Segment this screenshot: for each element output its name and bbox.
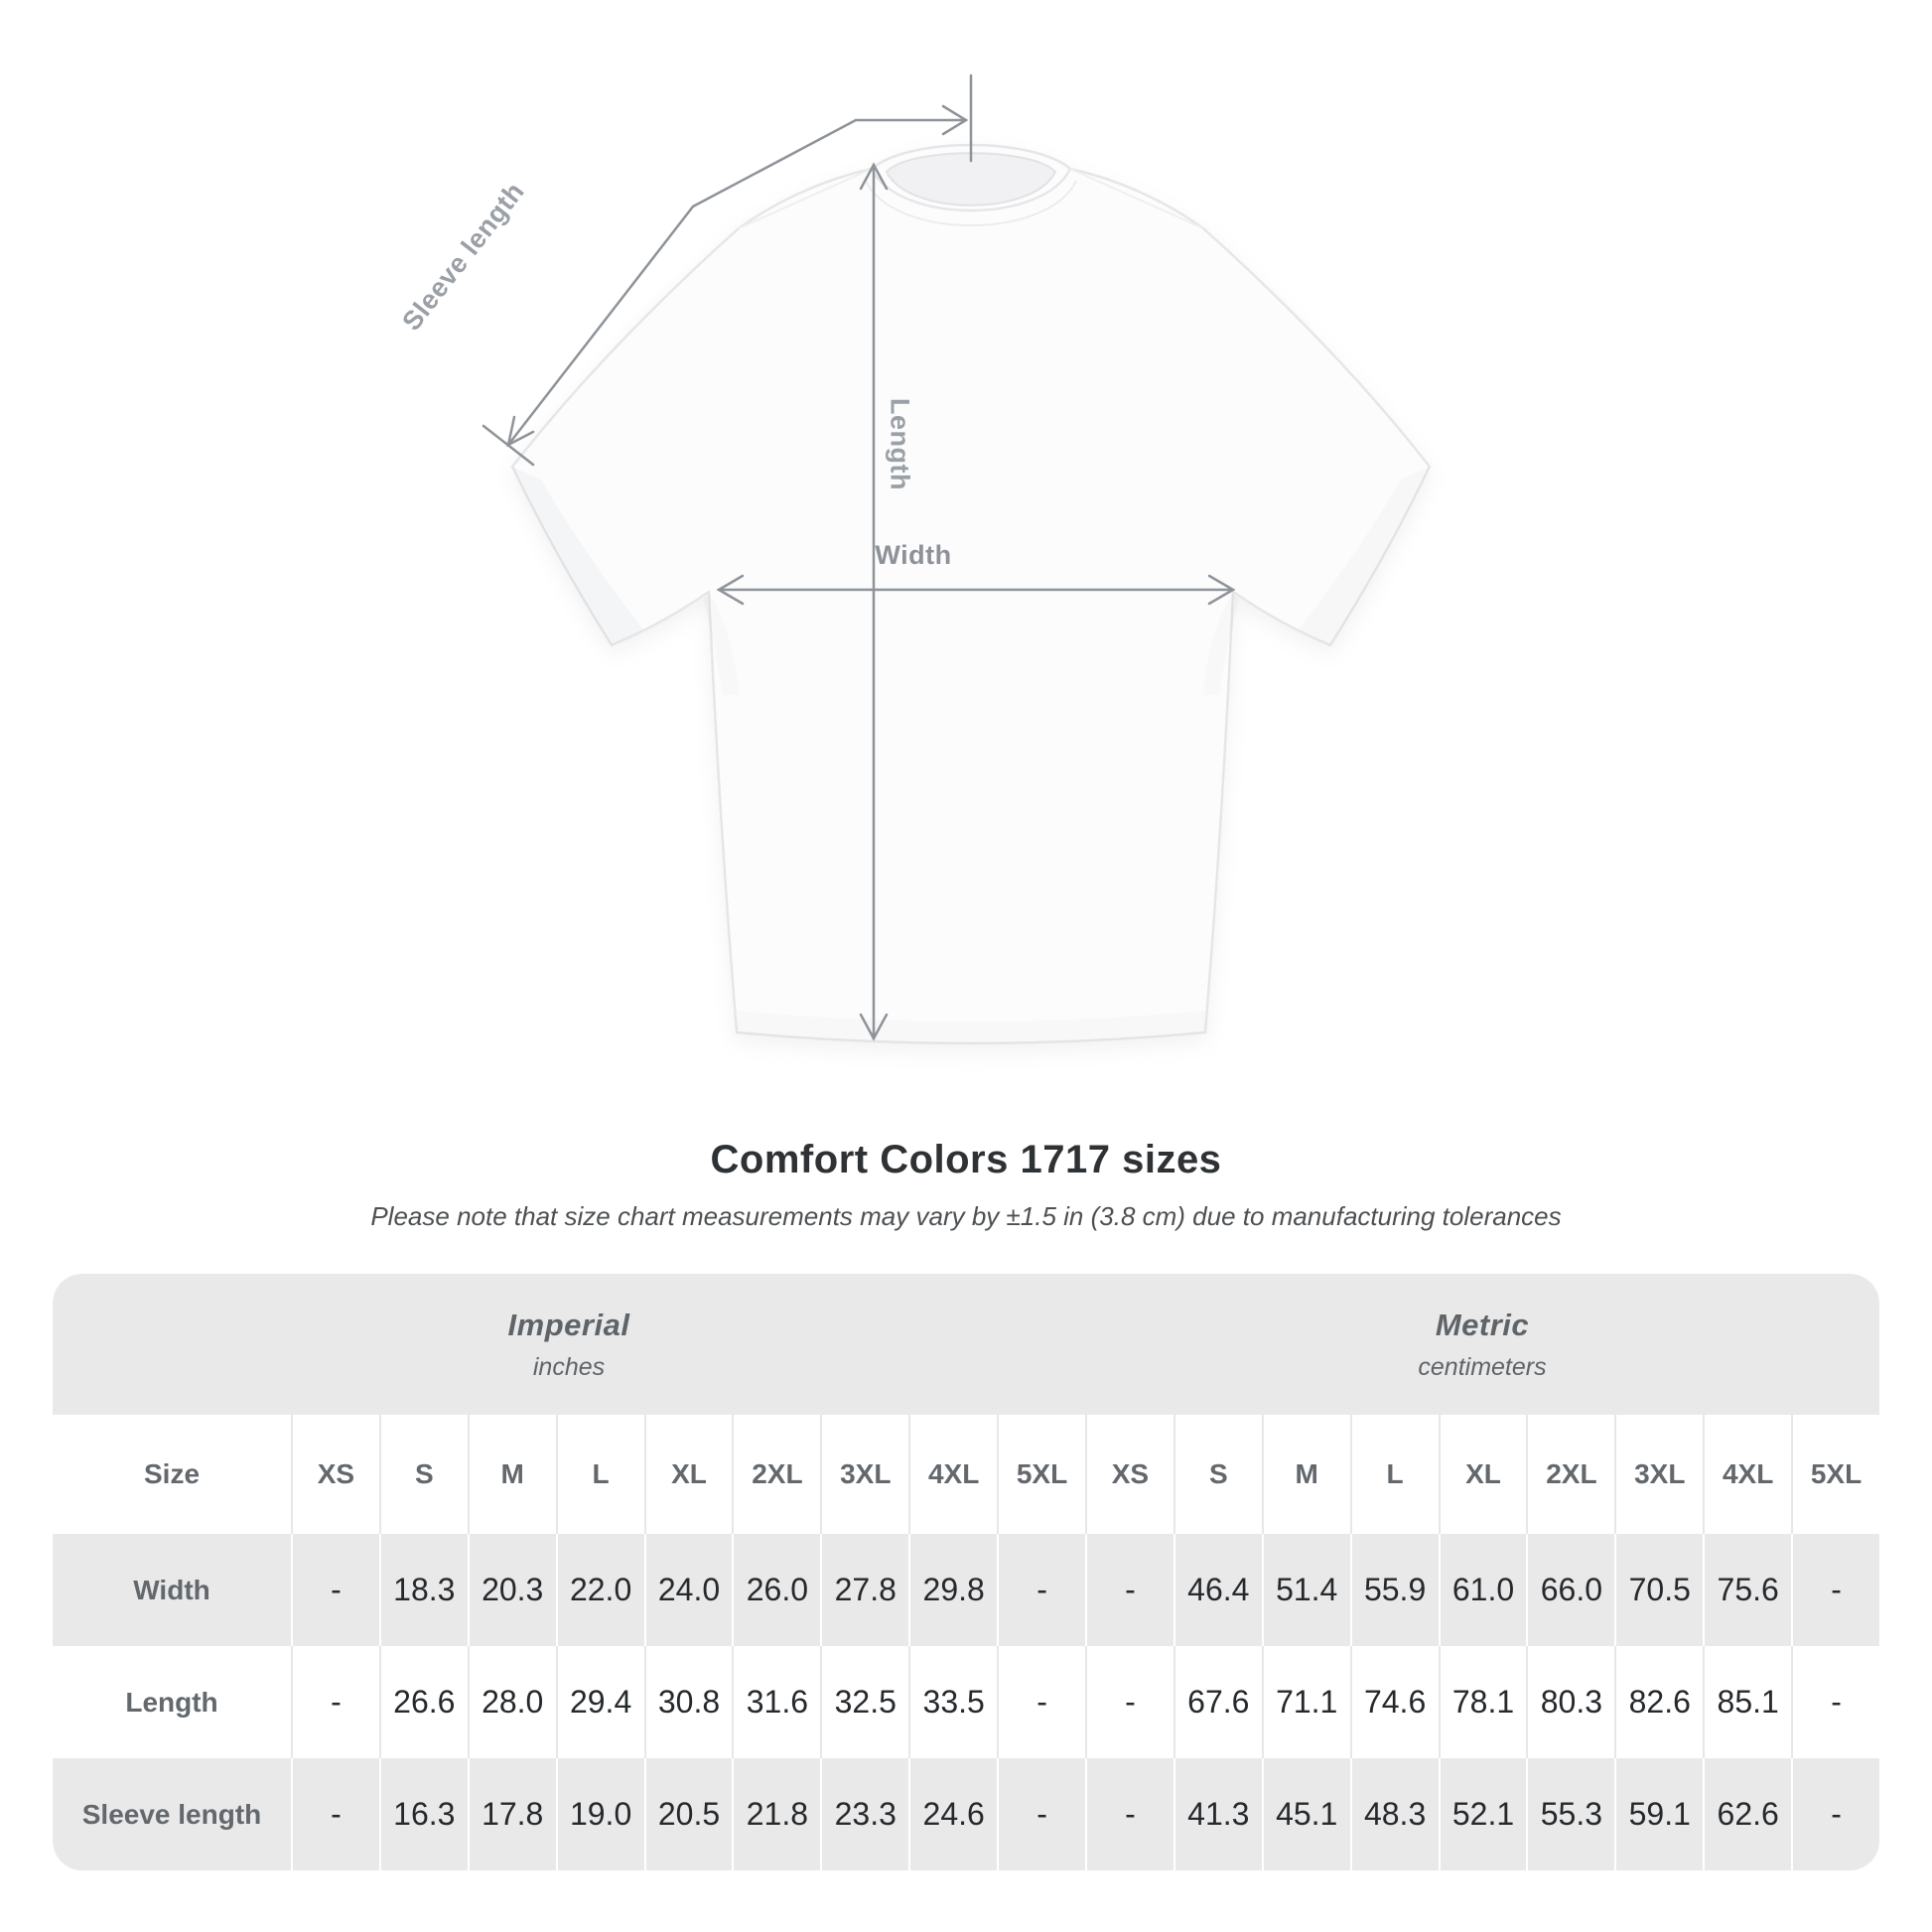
size-col-imperial-l: L: [556, 1415, 644, 1534]
imperial-title: Imperial: [507, 1307, 630, 1342]
value-sleeve-length-imperial-m: 17.8: [468, 1758, 556, 1870]
value-length-imperial-s: 26.6: [379, 1646, 468, 1758]
value-length-imperial-3xl: 32.5: [820, 1646, 908, 1758]
value-length-metric-2xl: 80.3: [1526, 1646, 1614, 1758]
value-sleeve-length-metric-2xl: 55.3: [1526, 1758, 1614, 1870]
size-col-metric-l: L: [1350, 1415, 1439, 1534]
table-header-row: [53, 1415, 1879, 1534]
table-row-width: [53, 1534, 1879, 1646]
row-label-sleeve-length: Sleeve length: [81, 1798, 262, 1830]
page-title: Comfort Colors 1717 sizes: [710, 1138, 1222, 1181]
value-sleeve-length-imperial-xs: -: [291, 1758, 379, 1870]
value-sleeve-length-metric-5xl: -: [1791, 1758, 1879, 1870]
value-length-metric-l: 74.6: [1350, 1646, 1439, 1758]
size-col-metric-xs: XS: [1085, 1415, 1173, 1534]
size-col-metric-4xl: 4XL: [1703, 1415, 1791, 1534]
unit-header-band: [53, 1274, 1879, 1415]
value-width-metric-xl: 61.0: [1439, 1534, 1527, 1646]
value-length-metric-5xl: -: [1791, 1646, 1879, 1758]
value-length-metric-xs: -: [1085, 1646, 1173, 1758]
value-width-metric-4xl: 75.6: [1703, 1534, 1791, 1646]
value-sleeve-length-imperial-4xl: 24.6: [908, 1758, 997, 1870]
row-label-width: Width: [133, 1574, 210, 1605]
tshirt-shape: [512, 145, 1430, 1043]
value-length-imperial-2xl: 31.6: [732, 1646, 820, 1758]
size-col-metric-s: S: [1173, 1415, 1262, 1534]
value-width-imperial-xs: -: [291, 1534, 379, 1646]
table-row-length: [53, 1646, 1879, 1758]
size-col-imperial-xl: XL: [644, 1415, 733, 1534]
sleeve-cuff-tick: [483, 426, 533, 465]
tolerance-note: Please note that size chart measurements may vary by ±1.5 in (3.8 cm) due to manufacturing tolerances: [370, 1201, 1562, 1231]
row-label-length: Length: [125, 1686, 218, 1718]
imperial-unit: inches: [532, 1352, 606, 1381]
value-length-imperial-xl: 30.8: [644, 1646, 733, 1758]
value-width-imperial-5xl: -: [997, 1534, 1085, 1646]
size-col-metric-2xl: 2XL: [1526, 1415, 1614, 1534]
value-width-imperial-4xl: 29.8: [908, 1534, 997, 1646]
metric-header: [1085, 1274, 1879, 1415]
value-width-metric-l: 55.9: [1350, 1534, 1439, 1646]
value-width-imperial-l: 22.0: [556, 1534, 644, 1646]
value-length-metric-m: 71.1: [1262, 1646, 1350, 1758]
size-col-imperial-2xl: 2XL: [732, 1415, 820, 1534]
imperial-header: [53, 1274, 1085, 1415]
value-sleeve-length-imperial-5xl: -: [997, 1758, 1085, 1870]
size-col-metric-m: M: [1262, 1415, 1350, 1534]
sleeve-length-label: Sleeve length: [396, 176, 531, 337]
size-header-cell: Size: [143, 1458, 201, 1489]
size-col-imperial-xs: XS: [291, 1415, 379, 1534]
value-sleeve-length-imperial-xl: 20.5: [644, 1758, 733, 1870]
metric-unit: centimeters: [1418, 1352, 1547, 1381]
value-width-metric-5xl: -: [1791, 1534, 1879, 1646]
value-sleeve-length-imperial-l: 19.0: [556, 1758, 644, 1870]
size-table-body: [53, 1415, 1879, 1870]
size-col-imperial-4xl: 4XL: [908, 1415, 997, 1534]
table-row-sleeve-length: [53, 1758, 1879, 1870]
length-label: Length: [885, 398, 915, 490]
value-sleeve-length-metric-s: 41.3: [1173, 1758, 1262, 1870]
size-col-imperial-m: M: [468, 1415, 556, 1534]
value-sleeve-length-metric-xl: 52.1: [1439, 1758, 1527, 1870]
size-col-metric-xl: XL: [1439, 1415, 1527, 1534]
value-sleeve-length-imperial-s: 16.3: [379, 1758, 468, 1870]
size-col-metric-5xl: 5XL: [1791, 1415, 1879, 1534]
value-sleeve-length-imperial-3xl: 23.3: [820, 1758, 908, 1870]
size-col-imperial-3xl: 3XL: [820, 1415, 908, 1534]
value-width-imperial-3xl: 27.8: [820, 1534, 908, 1646]
value-width-metric-3xl: 70.5: [1614, 1534, 1703, 1646]
value-sleeve-length-metric-3xl: 59.1: [1614, 1758, 1703, 1870]
size-col-imperial-5xl: 5XL: [997, 1415, 1085, 1534]
value-width-imperial-s: 18.3: [379, 1534, 468, 1646]
value-width-imperial-m: 20.3: [468, 1534, 556, 1646]
size-col-metric-3xl: 3XL: [1614, 1415, 1703, 1534]
value-sleeve-length-metric-4xl: 62.6: [1703, 1758, 1791, 1870]
value-width-imperial-2xl: 26.0: [732, 1534, 820, 1646]
value-width-metric-m: 51.4: [1262, 1534, 1350, 1646]
metric-title: Metric: [1435, 1307, 1530, 1342]
value-length-imperial-4xl: 33.5: [908, 1646, 997, 1758]
value-length-metric-4xl: 85.1: [1703, 1646, 1791, 1758]
value-width-metric-xs: -: [1085, 1534, 1173, 1646]
value-sleeve-length-metric-xs: -: [1085, 1758, 1173, 1870]
value-length-imperial-l: 29.4: [556, 1646, 644, 1758]
value-width-metric-2xl: 66.0: [1526, 1534, 1614, 1646]
size-table: [53, 1274, 1879, 1870]
value-width-metric-s: 46.4: [1173, 1534, 1262, 1646]
value-length-metric-s: 67.6: [1173, 1646, 1262, 1758]
value-width-imperial-xl: 24.0: [644, 1534, 733, 1646]
value-sleeve-length-metric-l: 48.3: [1350, 1758, 1439, 1870]
value-sleeve-length-imperial-2xl: 21.8: [732, 1758, 820, 1870]
value-length-imperial-xs: -: [291, 1646, 379, 1758]
value-length-metric-3xl: 82.6: [1614, 1646, 1703, 1758]
value-sleeve-length-metric-m: 45.1: [1262, 1758, 1350, 1870]
value-length-metric-xl: 78.1: [1439, 1646, 1527, 1758]
size-col-imperial-s: S: [379, 1415, 468, 1534]
width-label: Width: [875, 540, 952, 570]
value-length-imperial-m: 28.0: [468, 1646, 556, 1758]
value-length-imperial-5xl: -: [997, 1646, 1085, 1758]
